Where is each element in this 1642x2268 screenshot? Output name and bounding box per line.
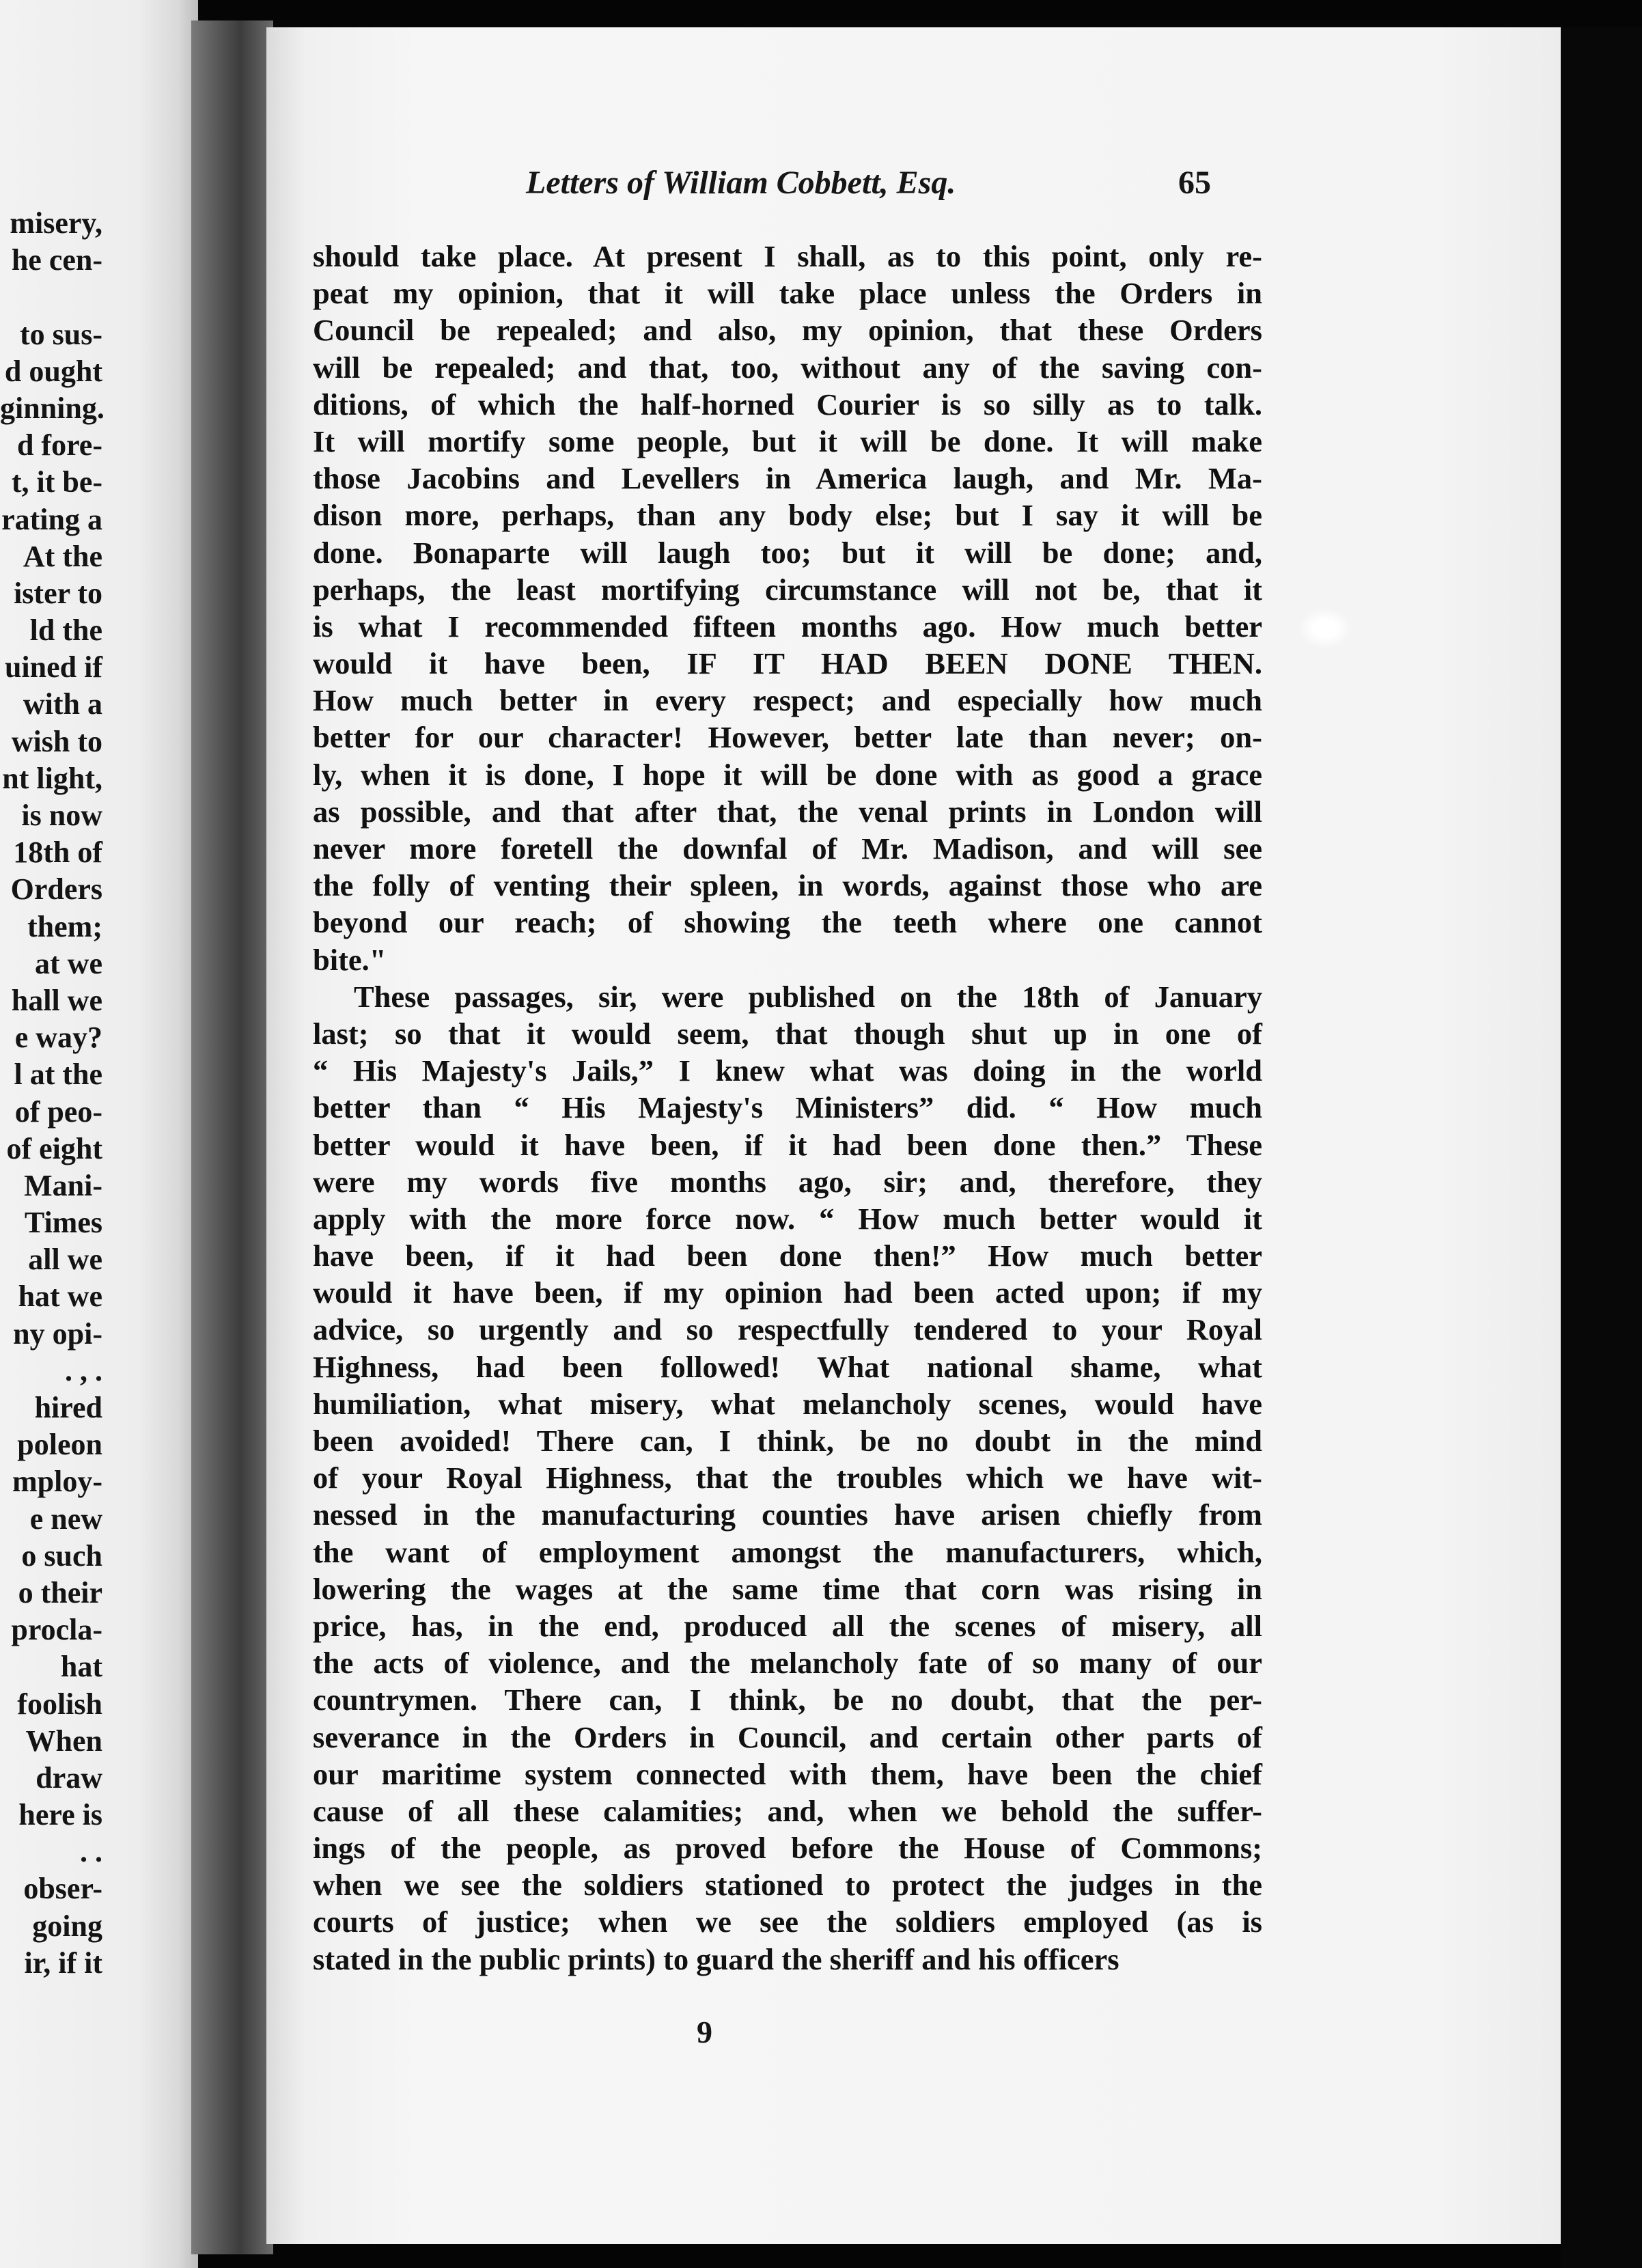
text-line: last; so that it would seem, that though shut up in one of <box>313 1016 1262 1051</box>
facing-page-line: foolish <box>17 1687 102 1721</box>
text-line: perhaps, the least mortifying circumstance will not be, that it <box>313 572 1262 607</box>
facing-page-line: ir, if it <box>24 1946 102 1980</box>
text-line: the folly of venting their spleen, in words, against those who are <box>313 868 1262 903</box>
facing-page-line: procla- <box>11 1613 102 1647</box>
text-line: ditions, of which the half-horned Courier is so silly as to talk. <box>313 387 1262 421</box>
facing-page-line: uined if <box>4 650 102 684</box>
facing-page-line: . . <box>80 1835 102 1869</box>
facing-page-line: Mani- <box>24 1168 102 1202</box>
facing-page-text <box>0 205 105 2036</box>
text-line: advice, so urgently and so respectfully tendered to your Royal <box>313 1312 1262 1347</box>
text-line: humiliation, what misery, what melancholy scenes, would have <box>313 1386 1262 1421</box>
text-line: bite." <box>313 942 387 977</box>
text-line: been avoided! There can, I think, be no doubt in the mind <box>313 1424 1262 1458</box>
text-line: These passages, sir, were published on the 18th of January <box>354 979 1262 1014</box>
text-line: courts of justice; when we see the soldiers employed (as is <box>313 1905 1262 1939</box>
text-line: when we see the soldiers stationed to protect the judges in the <box>313 1868 1262 1903</box>
text-line: the want of employment amongst the manufacturers, which, <box>313 1534 1262 1569</box>
text-line: dison more, perhaps, than any body else; but I say it will be <box>313 498 1262 533</box>
text-line: “ His Majesty's Jails,” I knew what was doing in the world <box>313 1053 1262 1088</box>
facing-page-line: At the <box>23 539 102 573</box>
page-number: 65 <box>1178 165 1211 201</box>
facing-page-line: obser- <box>23 1872 102 1906</box>
paper-smudge <box>1298 608 1352 649</box>
book-gutter <box>191 20 273 2254</box>
facing-page-line: hat we <box>18 1280 102 1314</box>
facing-page-line: ld the <box>29 613 102 648</box>
facing-page-line <box>0 279 102 316</box>
facing-page-line: ginning. <box>0 391 105 425</box>
facing-page-line: of peo- <box>14 1094 102 1129</box>
body-text <box>313 238 1262 1978</box>
signature-mark: 9 <box>697 2015 712 2049</box>
facing-page-line: nt light, <box>2 761 102 795</box>
facing-page-line: he cen- <box>11 243 102 277</box>
text-line: stated in the public prints) to guard the sheriff and his officers <box>313 1941 1119 1976</box>
facing-page-line: d fore- <box>16 428 102 462</box>
text-line: the acts of violence, and the melancholy fate of so many of our <box>313 1646 1262 1681</box>
facing-page-line: at we <box>35 946 102 980</box>
text-line: It will mortify some people, but it will be done. It will make <box>313 424 1262 458</box>
text-line: countrymen. There can, I think, be no doubt, that the per- <box>313 1683 1262 1717</box>
text-line: Highness, had been followed! What national shame, what <box>313 1349 1262 1384</box>
facing-page-line: d ought <box>4 354 102 388</box>
facing-page-line: e new <box>29 1502 102 1536</box>
running-head: Letters of William Cobbett, Esq. <box>526 165 956 201</box>
facing-page-line: t, it be- <box>11 465 102 499</box>
text-line: have been, if it had been done then!” How much better <box>313 1239 1262 1273</box>
scan-border <box>1561 27 1642 2268</box>
text-line: is what I recommended fifteen months ago. How much better <box>313 609 1262 644</box>
text-line: never more foretell the downfal of Mr. Madison, and will see <box>313 831 1262 866</box>
facing-page-line: When <box>25 1724 102 1758</box>
text-line: Council be repealed; and also, my opinion, that these Orders <box>313 313 1262 348</box>
text-line: How much better in every respect; and especially how much <box>313 683 1262 718</box>
text-line: lowering the wages at the same time that corn was rising in <box>313 1571 1262 1606</box>
facing-page-line: e way? <box>14 1021 102 1055</box>
facing-page-line: ister to <box>14 576 102 610</box>
text-line: apply with the more force now. “ How much better would it <box>313 1201 1262 1236</box>
facing-page-line: 18th of <box>13 835 102 870</box>
facing-page-line: with a <box>23 687 102 721</box>
text-line: cause of all these calamities; and, when we behold the suffer- <box>313 1793 1262 1828</box>
facing-page-line: wish to <box>11 724 102 758</box>
facing-page-line: l at the <box>14 1057 102 1092</box>
text-line: ings of the people, as proved before the House of Commons; <box>313 1831 1262 1866</box>
text-line: ly, when it is done, I hope it will be done with as good a grace <box>313 757 1262 792</box>
text-line: would it have been, if my opinion had been acted upon; if my <box>313 1275 1262 1310</box>
facing-page-line: ny opi- <box>13 1316 102 1351</box>
facing-page-line: Times <box>24 1206 102 1240</box>
facing-page-line: rating a <box>1 502 102 536</box>
facing-page-line: of eight <box>6 1131 102 1165</box>
text-line: as possible, and that after that, the venal prints in London will <box>313 794 1262 829</box>
facing-page-line: Orders <box>10 872 102 907</box>
text-line: better would it have been, if it had been done then.” These <box>313 1127 1262 1162</box>
text-line: beyond our reach; of showing the teeth where one cannot <box>313 905 1262 940</box>
text-line: done. Bonaparte will laugh too; but it will be done; and, <box>313 535 1262 570</box>
facing-page-line: . , . <box>65 1353 102 1387</box>
facing-page-line: to sus- <box>19 317 102 351</box>
facing-page-line: draw <box>36 1760 102 1795</box>
facing-page-line: hired <box>34 1391 102 1424</box>
text-line: those Jacobins and Levellers in America laugh, and Mr. Ma- <box>313 461 1262 496</box>
facing-page-line: going <box>32 1909 102 1943</box>
facing-page-line: all we <box>28 1243 102 1277</box>
facing-page-line: o such <box>21 1538 102 1573</box>
facing-page-edge <box>0 0 198 2268</box>
text-line: peat my opinion, that it will take place unless the Orders in <box>313 276 1262 311</box>
text-line: of your Royal Highness, that the troubles which we have wit- <box>313 1461 1262 1495</box>
facing-page-line: misery, <box>10 206 102 240</box>
text-line: price, has, in the end, produced all the scenes of misery, all <box>313 1608 1262 1643</box>
text-line: better than “ His Majesty's Ministers” did. “ How much <box>313 1090 1262 1125</box>
facing-page-line: poleon <box>17 1428 102 1462</box>
text-line: our maritime system connected with them, have been the chief <box>313 1756 1262 1791</box>
facing-page-line: hat <box>60 1650 102 1684</box>
text-line: would it have been, IF IT HAD BEEN DONE THEN. <box>313 646 1262 681</box>
text-line: better for our character! However, better late than never; on- <box>313 720 1262 755</box>
facing-page-line: mploy- <box>12 1465 102 1499</box>
facing-page-line: them; <box>27 909 102 943</box>
text-line: nessed in the manufacturing counties have arisen chiefly from <box>313 1497 1262 1532</box>
facing-page-line: is now <box>21 799 102 832</box>
text-line: were my words five months ago, sir; and, therefore, they <box>313 1164 1262 1199</box>
text-line: severance in the Orders in Council, and certain other parts of <box>313 1719 1262 1754</box>
facing-page-line: here is <box>18 1798 102 1832</box>
text-line: should take place. At present I shall, as to this point, only re- <box>313 239 1262 273</box>
text-line: will be repealed; and that, too, without any of the saving con- <box>313 350 1262 385</box>
facing-page-line: hall we <box>11 983 102 1017</box>
facing-page-line: o their <box>18 1575 102 1609</box>
